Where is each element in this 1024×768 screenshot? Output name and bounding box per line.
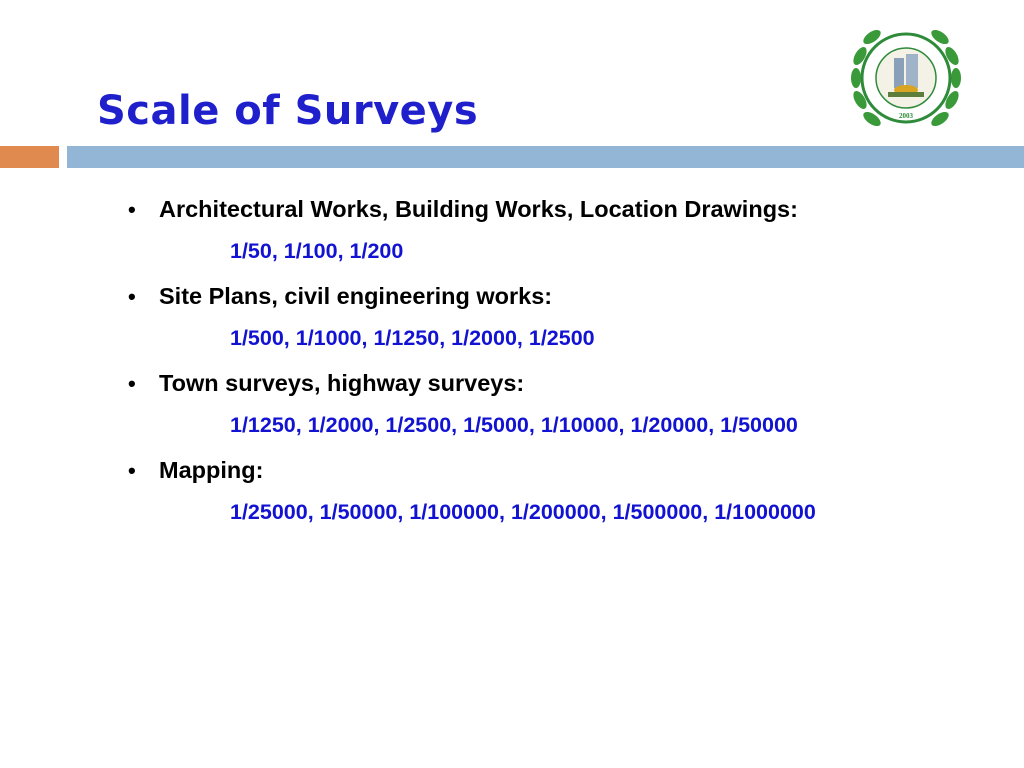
scale-values: 1/1250, 1/2000, 1/2500, 1/5000, 1/10000, 1/20000, 1/50000 [230, 413, 798, 437]
item-heading: Architectural Works, Building Works, Location Drawings: [159, 196, 798, 222]
list-item [128, 368, 972, 399]
item-heading: Town surveys, highway surveys: [159, 370, 525, 396]
accent-bar-blue [67, 146, 1024, 168]
accent-bar-orange [0, 146, 59, 168]
item-heading: Mapping: [159, 457, 264, 483]
list-item [128, 281, 972, 312]
bullet-list [128, 194, 972, 528]
scale-values: 1/25000, 1/50000, 1/100000, 1/200000, 1/500000, 1/1000000 [230, 500, 816, 524]
bullet-icon: • [128, 458, 136, 483]
list-item [128, 455, 972, 486]
seal-year: 2003 [899, 112, 913, 120]
scale-values: 1/500, 1/1000, 1/1250, 1/2000, 1/2500 [230, 326, 595, 350]
scale-values: 1/50, 1/100, 1/200 [230, 239, 404, 263]
bullet-icon: • [128, 371, 136, 396]
bullet-icon: • [128, 284, 136, 309]
list-item [128, 194, 972, 225]
bullet-icon: • [128, 197, 136, 222]
university-seal-icon [842, 14, 970, 142]
slide-title: Scale of Surveys [97, 88, 479, 134]
item-heading: Site Plans, civil engineering works: [159, 283, 553, 309]
